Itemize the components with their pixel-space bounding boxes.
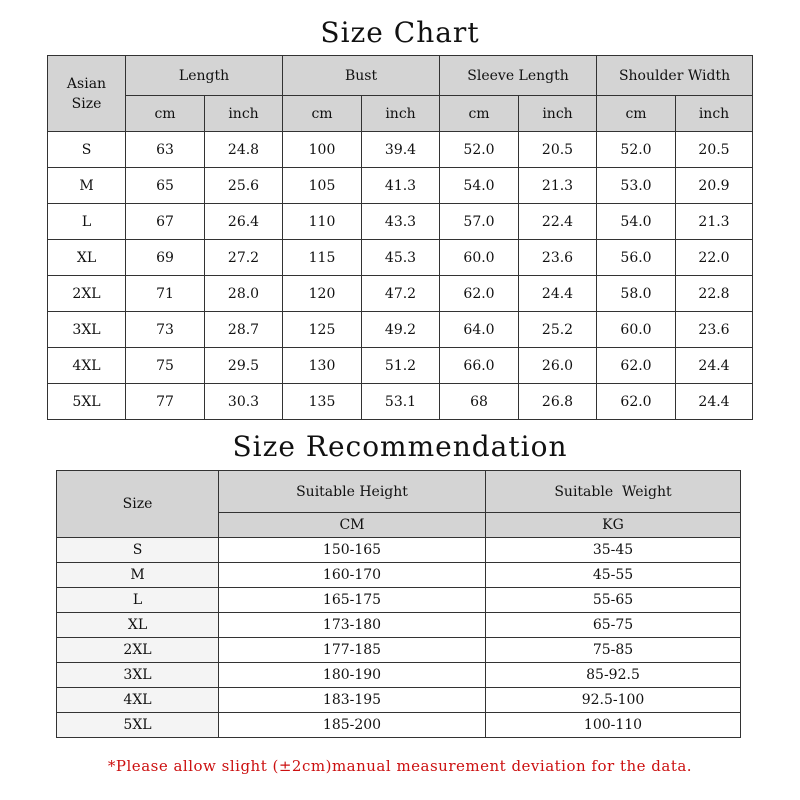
measurement-deviation-note: *Please allow slight (±2cm)manual measurement deviation for the data.: [107, 757, 693, 775]
shoulder-width-header: Shoulder Width: [597, 56, 753, 96]
measurement-cell: 26.4: [205, 204, 283, 240]
measurement-cell: 24.8: [205, 132, 283, 168]
weight-cell: 100-110: [486, 713, 741, 738]
measurement-cell: 30.3: [205, 384, 283, 420]
measurement-cell: 22.0: [676, 240, 753, 276]
size-chart-row: [48, 168, 753, 204]
measurement-cell: 22.8: [676, 276, 753, 312]
measurement-cell: 100: [283, 132, 362, 168]
weight-cell: 85-92.5: [486, 663, 741, 688]
measurement-cell: 56.0: [597, 240, 676, 276]
measurement-cell: 53.1: [362, 384, 440, 420]
suitable-height-header: Suitable Height: [219, 471, 486, 513]
size-recommendation-table: [56, 470, 741, 738]
unit-header: cm: [283, 96, 362, 132]
measurement-cell: 105: [283, 168, 362, 204]
height-unit-header: CM: [219, 513, 486, 538]
height-cell: 180-190: [219, 663, 486, 688]
size-cell: 2XL: [57, 638, 219, 663]
size-cell: S: [48, 132, 126, 168]
recommendation-row: [57, 538, 741, 563]
measurement-cell: 22.4: [519, 204, 597, 240]
unit-header: cm: [440, 96, 519, 132]
measurement-cell: 110: [283, 204, 362, 240]
length-header: Length: [126, 56, 283, 96]
measurement-cell: 62.0: [440, 276, 519, 312]
recommendation-row: [57, 563, 741, 588]
weight-cell: 92.5-100: [486, 688, 741, 713]
measurement-cell: 71: [126, 276, 205, 312]
height-cell: 185-200: [219, 713, 486, 738]
size-cell: L: [48, 204, 126, 240]
measurement-cell: 24.4: [676, 384, 753, 420]
unit-header: cm: [597, 96, 676, 132]
measurement-cell: 62.0: [597, 384, 676, 420]
size-chart-table: [47, 55, 753, 420]
unit-header: inch: [362, 96, 440, 132]
size-cell: 4XL: [48, 348, 126, 384]
measurement-cell: 39.4: [362, 132, 440, 168]
recommendation-row: [57, 663, 741, 688]
measurement-cell: 75: [126, 348, 205, 384]
measurement-cell: 53.0: [597, 168, 676, 204]
suitable-weight-header: Suitable Weight: [486, 471, 741, 513]
size-cell: S: [57, 538, 219, 563]
measurement-cell: 28.0: [205, 276, 283, 312]
measurement-cell: 135: [283, 384, 362, 420]
weight-unit-header: KG: [486, 513, 741, 538]
size-chart-row: [48, 312, 753, 348]
measurement-cell: 52.0: [440, 132, 519, 168]
measurement-cell: 54.0: [597, 204, 676, 240]
measurement-cell: 68: [440, 384, 519, 420]
sleeve-length-header: Sleeve Length: [440, 56, 597, 96]
weight-cell: 35-45: [486, 538, 741, 563]
unit-header: inch: [205, 96, 283, 132]
height-cell: 173-180: [219, 613, 486, 638]
measurement-cell: 41.3: [362, 168, 440, 204]
bust-header: Bust: [283, 56, 440, 96]
weight-cell: 75-85: [486, 638, 741, 663]
measurement-cell: 115: [283, 240, 362, 276]
recommendation-row: [57, 713, 741, 738]
recommendation-row: [57, 613, 741, 638]
measurement-cell: 26.8: [519, 384, 597, 420]
measurement-cell: 21.3: [676, 204, 753, 240]
measurement-cell: 130: [283, 348, 362, 384]
measurement-cell: 27.2: [205, 240, 283, 276]
unit-header: inch: [519, 96, 597, 132]
height-cell: 160-170: [219, 563, 486, 588]
weight-cell: 45-55: [486, 563, 741, 588]
measurement-cell: 25.6: [205, 168, 283, 204]
size-chart-row: [48, 276, 753, 312]
rec-size-header: Size: [57, 471, 219, 538]
size-cell: 4XL: [57, 688, 219, 713]
unit-header: cm: [126, 96, 205, 132]
size-chart-row: [48, 240, 753, 276]
measurement-cell: 125: [283, 312, 362, 348]
weight-cell: 65-75: [486, 613, 741, 638]
measurement-cell: 60.0: [597, 312, 676, 348]
size-cell: XL: [48, 240, 126, 276]
measurement-cell: 47.2: [362, 276, 440, 312]
recommendation-row: [57, 588, 741, 613]
height-cell: 183-195: [219, 688, 486, 713]
measurement-cell: 20.5: [519, 132, 597, 168]
measurement-cell: 25.2: [519, 312, 597, 348]
height-cell: 165-175: [219, 588, 486, 613]
size-cell: M: [57, 563, 219, 588]
size-chart-row: [48, 132, 753, 168]
measurement-cell: 54.0: [440, 168, 519, 204]
measurement-cell: 21.3: [519, 168, 597, 204]
measurement-cell: 28.7: [205, 312, 283, 348]
measurement-cell: 20.5: [676, 132, 753, 168]
height-cell: 177-185: [219, 638, 486, 663]
asian-size-header-line2: Size: [71, 95, 102, 112]
measurement-cell: 73: [126, 312, 205, 348]
measurement-cell: 23.6: [519, 240, 597, 276]
measurement-cell: 65: [126, 168, 205, 204]
size-cell: 5XL: [48, 384, 126, 420]
unit-header: inch: [676, 96, 753, 132]
measurement-cell: 26.0: [519, 348, 597, 384]
measurement-cell: 63: [126, 132, 205, 168]
measurement-cell: 49.2: [362, 312, 440, 348]
measurement-cell: 45.3: [362, 240, 440, 276]
measurement-cell: 64.0: [440, 312, 519, 348]
measurement-cell: 66.0: [440, 348, 519, 384]
size-chart-title: Size Chart: [320, 16, 480, 49]
size-cell: 2XL: [48, 276, 126, 312]
size-cell: XL: [57, 613, 219, 638]
size-chart-row: [48, 204, 753, 240]
measurement-cell: 77: [126, 384, 205, 420]
size-recommendation-title: Size Recommendation: [232, 430, 568, 463]
weight-cell: 55-65: [486, 588, 741, 613]
height-cell: 150-165: [219, 538, 486, 563]
measurement-cell: 43.3: [362, 204, 440, 240]
recommendation-row: [57, 688, 741, 713]
measurement-cell: 20.9: [676, 168, 753, 204]
measurement-cell: 29.5: [205, 348, 283, 384]
measurement-cell: 57.0: [440, 204, 519, 240]
measurement-cell: 120: [283, 276, 362, 312]
size-cell: L: [57, 588, 219, 613]
size-cell: M: [48, 168, 126, 204]
measurement-cell: 52.0: [597, 132, 676, 168]
size-cell: 5XL: [57, 713, 219, 738]
size-chart-row: [48, 384, 753, 420]
recommendation-row: [57, 638, 741, 663]
measurement-cell: 24.4: [676, 348, 753, 384]
asian-size-header-line1: Asian: [66, 75, 107, 92]
size-cell: 3XL: [57, 663, 219, 688]
size-cell: 3XL: [48, 312, 126, 348]
measurement-cell: 24.4: [519, 276, 597, 312]
asian-size-header: [48, 56, 126, 132]
measurement-cell: 58.0: [597, 276, 676, 312]
measurement-cell: 23.6: [676, 312, 753, 348]
measurement-cell: 62.0: [597, 348, 676, 384]
measurement-cell: 60.0: [440, 240, 519, 276]
measurement-cell: 67: [126, 204, 205, 240]
size-chart-row: [48, 348, 753, 384]
measurement-cell: 69: [126, 240, 205, 276]
measurement-cell: 51.2: [362, 348, 440, 384]
